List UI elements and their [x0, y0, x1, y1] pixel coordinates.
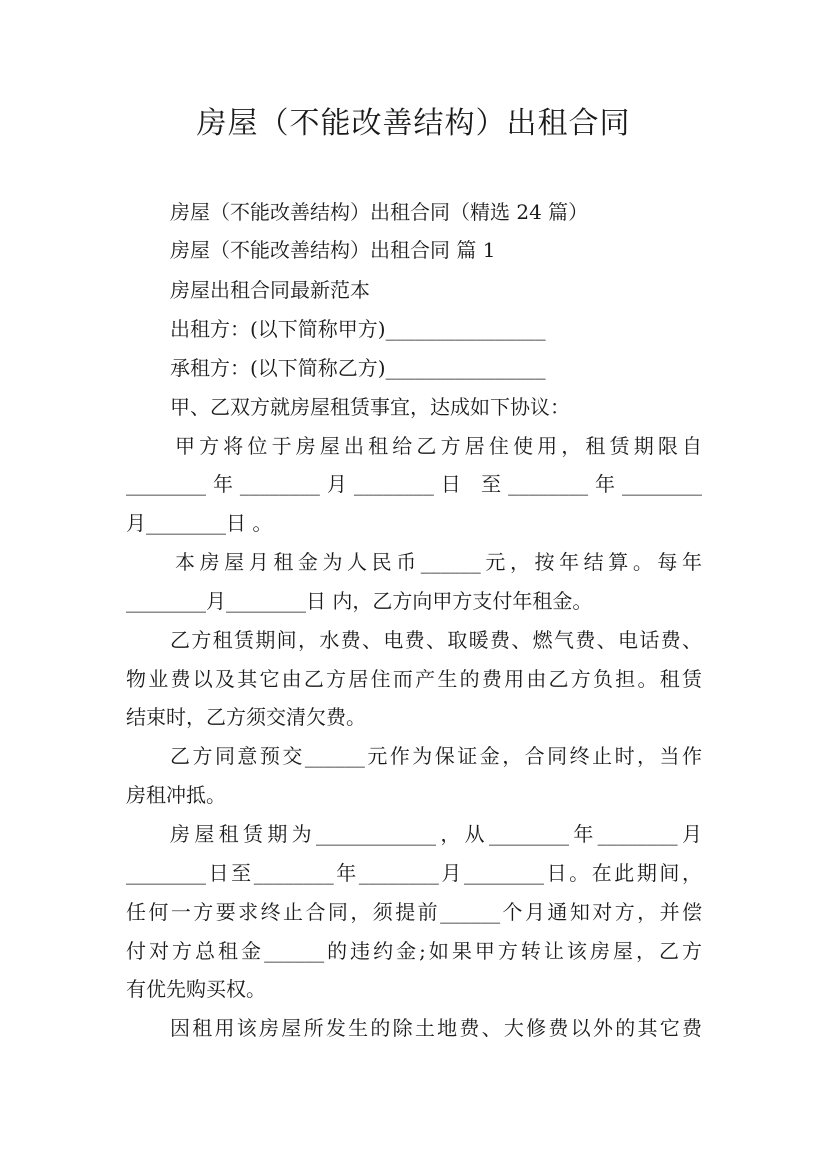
document-title: 房屋（不能改善结构）出租合同 [196, 106, 631, 141]
paragraph-line: 房屋租赁期为____________，从________年________月 [170, 822, 702, 846]
paragraph-line: 因租用该房屋所发生的除土地费、大修费以外的其它费 [170, 1016, 702, 1040]
paragraph-line: ________月________日 内，乙方向甲方支付年租金。 [126, 589, 593, 613]
paragraph-line: ________日至________年________月________日。在此期间， [126, 861, 702, 885]
paragraph-line: 本房屋月租金为人民币______元，按年结算。每年 [175, 550, 702, 574]
paragraph-line: 房屋出租合同最新范本 [170, 278, 370, 302]
lessee-line: 承租方：(以下简称乙方)________________ [170, 356, 546, 380]
subtitle-line: 房屋（不能改善结构）出租合同（精选 24 篇） [170, 200, 589, 224]
paragraph-line: 结束时，乙方须交清欠费。 [126, 705, 366, 729]
paragraph-line: 任何一方要求终止合同，须提前______个月通知对方，并偿 [126, 900, 702, 924]
paragraph-line: 甲方将位于房屋出租给乙方居住使用，租赁期限自 [175, 434, 702, 458]
paragraph-line: 房租冲抵。 [126, 783, 226, 807]
lessor-line: 出租方：(以下简称甲方)________________ [170, 317, 546, 341]
paragraph-line: 乙方租赁期间，水费、电费、取暖费、燃气费、电话费、 [170, 628, 702, 652]
section-heading: 房屋（不能改善结构）出租合同 篇 1 [170, 238, 496, 262]
paragraph-line: 月________日 。 [126, 511, 273, 535]
paragraph-line: ________年________月________日 至________年________ [126, 472, 702, 496]
paragraph-line: 付对方总租金______的违约金;如果甲方转让该房屋，乙方 [126, 939, 702, 963]
paragraph-line: 有优先购买权。 [126, 977, 266, 1001]
paragraph-line: 乙方同意预交______元作为保证金，合同终止时，当作 [170, 744, 702, 768]
paragraph-line: 物业费以及其它由乙方居住而产生的费用由乙方负担。租赁 [126, 667, 702, 691]
paragraph-line: 甲、乙双方就房屋租赁事宜，达成如下协议： [170, 395, 570, 419]
